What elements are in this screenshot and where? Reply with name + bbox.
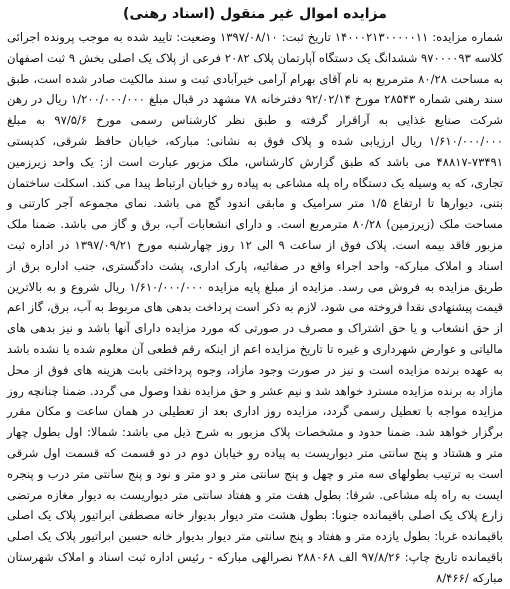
notice-body: شماره مزایده: ۱۴۰۰۰۲۱۳۰۰۰۰۰۱۱ تاریخ ثبت: ۱۳۹۷/۰۸/۱۰ وضعیت: تایید شده به موجب پرونده اجرائی کلاسه ۹۷۰۰۰۰۹۳ ششدانگ یک دستگاه آپارتمان پلاک ۲۰۸۲ فرعی از پلاک یک اصلی بخش ۹ ثبت اصفهان به مساحت ۸۰/۲۸ مترمربع به نام آقای بهرام آرامی خیرآبادی ثبت و سند مالکیت صادر شده است، طبق سند رهنی شماره ۲۸۵۴۳ مورخ ۹۲/۰۲/۱۴ دفترخانه ۷۸ مشهد در قبال مبلغ ۱/۲۰۰/۰۰۰/۰۰۰ ریال در رهن شرکت صنایع غذایی به آراقرار گرفته و طبق نظر کارشناس رسمی مورخ ۹۷/۵/۶ به مبلغ ۱/۶۱۰/۰۰۰/۰۰۰ ریال ارزیابی شده و پلاک فوق به نشانی: مبارکه، خیابان حافظ شرقی، کدپستی ۷۳۴۹۱-۴۸۸۱۷ می باشد که طبق گزارش کارشناس، ملک مزبور عبارت است از: یک واحد زیرزمین تجاری، که به وسیله یک دستگاه راه پله مشاعی به پیاده رو خیابان ارتباط پیدا می کند. اسکلت ساختمان بتنی، دیوارها تا ارتفاع ۱/۵ متر سرامیک و مابقی اندود گچ می باشد. نمای مجموعه آجر کارتنی و مساحت ملک (زیرزمین) ۸۰/۲۸ مترمربع است. و دارای انشعابات آب، برق و گاز می باشد. ضمنا ملک مزبور فاقد بیمه است. پلاک فوق از ساعت ۹ الی ۱۲ روز چهارشنبه مورخ ۱۳۹۷/۰۹/۲۱ در اداره ثبت اسناد و املاک مبارکه- واحد اجراء واقع در صفائیه، پارک اداری، پشت دادگستری، جنب اداره برق از طریق مزایده به فروش می رسد. مزایده از مبلغ پایه مزایده ۱/۶۱۰/۰۰۰/۰۰۰ ریال شروع و به بالاترین قیمت پیشنهادی نقدا فروخته می شود. لازم به ذکر است پرداخت بدهی های مربوط به آب، برق، گاز اعم از حق انشعاب و یا حق اشتراک و مصرف در صورتی که مورد مزایده دارای آنها باشد و نیز بدهی های مالیاتی و عوارض شهرداری و غیره تا تاریخ مزایده اعم از اینکه رقم قطعی آن معلوم شده یا نشده باشد به عهده برنده مزایده است و نیز در صورت وجود مازاد، وجوه پرداختی بابت هزینه های فوق از محل مازاد به برنده مزایده مسترد خواهد شد و نیم عشر و حق مزایده نقدا وصول می گردد. ضمنا چنانچه روز مزایده مواجه با تعطیل رسمی گردد، مزایده روز اداری بعد از تعطیلی در همان ساعت و مکان مقرر برگزار خواهد شد. ضمنا حدود و مشخصات پلاک مزبور به شرح ذیل می باشد: شمالا: اول بطول چهار متر و هشتاد و پنج سانتی متر دیواریست به پیاده رو خیابان دوم در دو قسمت که قسمت اول شرقی است به ترتیب بطولهای سه متر و چهل و پنج سانتی متر و دو متر و نود و پنج سانتی متر درب و پنجره ایست به راه پله مشاعی. شرقا: بطول هفت متر و هفتاد سانتی متر دیواریست به دیوار مغازه مرتضی زارع پلاک یک اصلی باقیمانده جنوبا: بطول هشت متر دیوار بدیوار خانه مصطفی ابراتیور پلاک یک اصلی باقیمانده غربا: بطول یازده متر و هفتاد و پنج سانتی متر دیوار بدیوار خانه حسین ابراتیور پلاک یک اصلی باقیمانده تاریخ چاپ: ۹۷/۸/۲۶ الف ۲۸۸۰۶۸ نصرالهی مبارکه - رئیس اداره ثبت اسناد و املاک شهرستان مبارکه /۸/۴۶۶ xyxy=(7,30,503,585)
notice-title: مزایده اموال غیر منقول (اسناد رهنی) xyxy=(123,6,387,22)
